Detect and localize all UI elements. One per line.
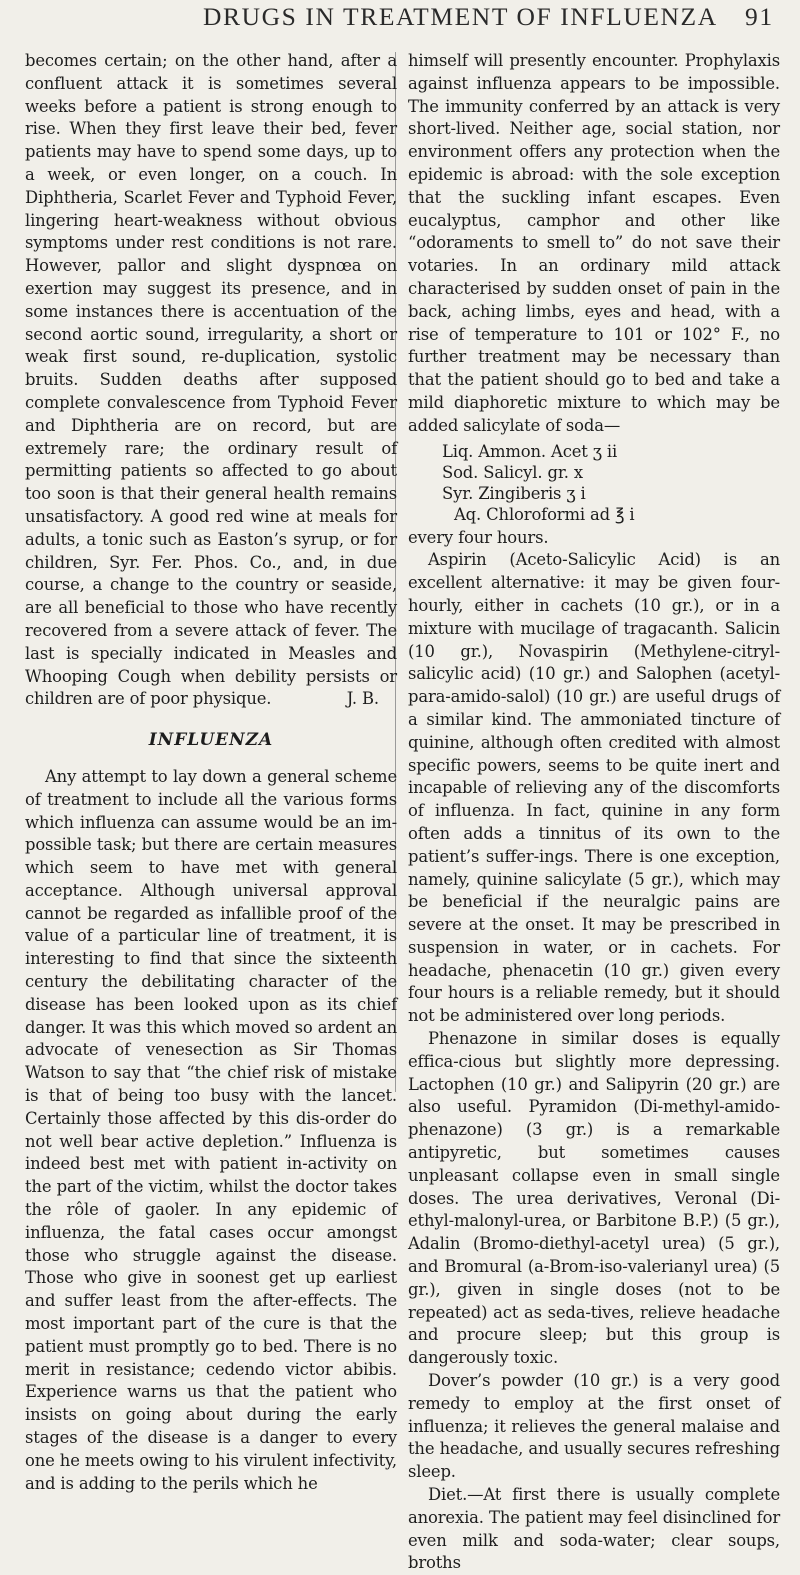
paragraph-phenazone: Phenazone in similar doses is equally effica-cious but slightly more depressing. Lactophen (10 gr.) and Salipyrin (20 gr.) are also useful. Pyramidon (Di-methyl-amido-phenazone) (3 gr.) is a remarkable antipyretic, but sometimes causes unpleasant collapse even in small single doses. The urea derivatives, Veronal (Di-ethyl-malonyl-urea, or Barbitone B.P.) (5 gr.), Adalin (Bromo-diethyl-acetyl urea) (5 gr.), and Bromural (a-Brom-iso-valerianyl urea) (5 gr.), given in single doses (not to be repeated) act as seda-tives, relieve headache and procure sleep; but this group is dangerously toxic.	[408, 1029, 780, 1368]
paragraph-prophylaxis: himself will presently encounter. Prophylaxis against influenza appears to be impossible. The immunity conferred by an attack is very short-lived. Neither age, social station, nor environment offers any protection when the epidemic is abroad: with the sole exception that the suckling infant escapes. Even eucalyptus, camphor and other like “odoraments to smell to” do not save their votaries. In an ordinary mild attack characterised by sudden onset of pain in the back, aching limbs, eyes and head, with a rise of temperature to 101 or 102° F., no further treatment may be necessary than that the patient should go to bed and take a mild diaphoretic mixture to which may be added salicylate of soda—	[408, 51, 780, 435]
left-column	[25, 50, 397, 1495]
paragraph-dovers-powder: Dover’s powder (10 gr.) is a very good remedy to employ at the first onset of influenza; it relieves the general malaise and the headache, and usually secures refreshing sleep.	[408, 1371, 780, 1482]
author-signature: J. B.	[346, 689, 379, 709]
paragraph-diet: Diet.—At first there is usually complete anorexia. The patient may feel disinclined for even milk and soda-water; clear soups, broths	[408, 1485, 780, 1573]
section-title-influenza: INFLUENZA	[148, 730, 274, 751]
prescription-line: Aq. Chloroformi ad ℥ i	[454, 504, 635, 524]
prescription-line: Sod. Salicyl. gr. x	[442, 462, 583, 482]
paragraph-aspirin: Aspirin (Aceto-Salicylic Acid) is an excellent alternative: it may be given four-hourly, either in cachets (10 gr.), or in a mixture with mucilage of tragacanth. Salicin (10 gr.), Novaspirin (Methylene-citryl-salicylic acid) (10 gr.) and Salophen (acetyl-para-amido-salol) (10 gr.) are useful drugs of a similar kind. The ammoniated tincture of quinine, although often credited with almost specific powers, seems to be quite inert and incapable of relieving any of the discomforts of influenza. In fact, quinine in any form often adds a tinnitus of its own to the patient’s suffer-ings. There is one exception, namely, quinine salicylate (5 gr.), which may be beneficial if the neuralgic pains are severe at the onset. It may be prescribed in suspension in water, or in cachets. For headache, phenacetin (10 gr.) given every four hours is a reliable remedy, but it should not be administered over long periods.	[408, 550, 780, 1026]
prescription-line: Syr. Zingiberis ʒ i	[442, 483, 586, 503]
paragraph-convalescence: becomes certain; on the other hand, after a confluent attack it is sometimes several weeks before a patient is strong enough to rise. When they first leave their bed, fever patients may have to spend some days, up to a week, or even longer, on a couch. In Diphtheria, Scarlet Fever and Typhoid Fever, lingering heart-weakness without obvious symptoms under rest conditions is not rare. However, pallor and slight dyspnœa on exertion may suggest its presence, and in some instances there is accentuation of the second aortic sound, irregularity, a short or weak first sound, re-duplication, systolic bruits. Sudden deaths after supposed complete convalescence from Typhoid Fever and Diphtheria are on record, but are extremely rare; the ordinary result of permitting patients so affected to go about too soon is that their general health remains unsatisfactory. A good red wine at meals for adults, a tonic such as Easton’s syrup, or for children, Syr. Fer. Phos. Co., and, in due course, a change to the country or seaside, are all beneficial to those who have recently recovered from a severe attack of fever. The last is specially indicated in Measles and Whooping Cough when debility persists or children are of poor physique.	[25, 51, 397, 709]
page-number: 91	[745, 2, 774, 31]
prescription-block	[408, 441, 780, 525]
paragraph-dosage: every four hours.	[408, 527, 549, 547]
paragraph-influenza-intro: Any attempt to lay down a general scheme of treatment to include all the various forms which influenza can assume would be an im-possible task; but there are certain measures which seem to have met with general acceptance. Although universal approval cannot be regarded as infallible proof of the value of a particular line of treatment, it is interesting to find that since the sixteenth century the debilitating character of the disease has been looked upon as its chief danger. It was this which moved so ardent an advocate of venesection as Sir Thomas Watson to say that “the chief risk of mistake is that of being too busy with the lancet. Certainly those affected by this dis-order do not well bear active depletion.” Influenza is indeed best met with patient in-activity on the part of the victim, whilst the doctor takes the rôle of gaoler. In any epidemic of influenza, the fatal cases occur amongst those who struggle against the disease. Those who give in soonest get up earliest and suffer least from the after-effects. The most important part of the cure is that the patient must promptly go to bed. There is no merit in resistance; cedendo victor abibis. Experience warns us that the patient who insists on going about during the early stages of the disease is a danger to every one he meets owing to his virulent infectivity, and is adding to the perils which he	[25, 766, 397, 1493]
right-column	[408, 50, 780, 1575]
running-title: DRUGS IN TREATMENT OF INFLUENZA	[203, 2, 718, 31]
running-head	[0, 2, 800, 36]
prescription-line: Liq. Ammon. Acet ʒ ii	[442, 441, 618, 461]
